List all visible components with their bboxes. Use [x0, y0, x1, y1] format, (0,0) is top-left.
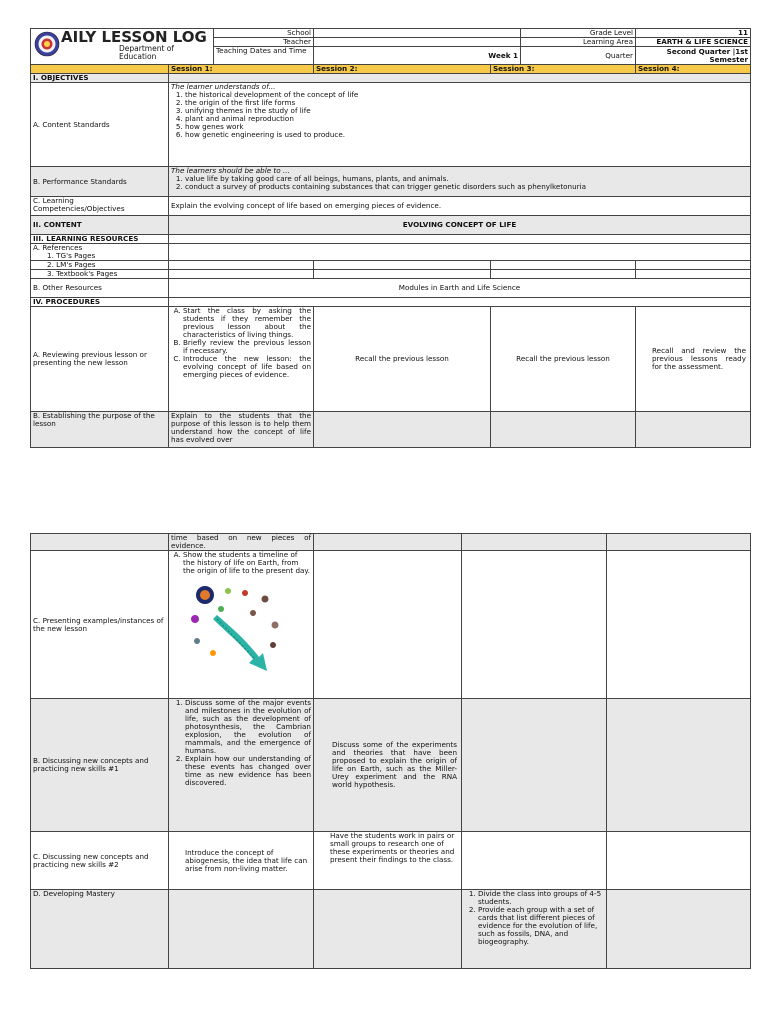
- content-standards-label: A. Content Standards: [31, 83, 169, 167]
- proc-d1-label: B. Discussing new concepts and practicing new skills #1: [31, 699, 169, 832]
- session-2-header: Session 2:: [314, 65, 491, 74]
- area-label: Learning Area: [521, 38, 636, 47]
- header-logo: [31, 29, 214, 65]
- performance-standards-cell: [169, 167, 751, 197]
- other-resources-label: B. Other Resources: [31, 279, 169, 298]
- list-item: A. Show the students a timeline of the history of life on Earth, from the origin of life to the present day.: [183, 551, 311, 575]
- section-resources: III. LEARNING RESOURCES: [31, 235, 169, 244]
- proc-b-session-1: Explain to the students that the purpose of this lesson is to help them understand how the concept of life has evolved over: [169, 412, 314, 448]
- content-standards-intro: The learner understands of...: [171, 82, 276, 91]
- list-item: C. Introduce the new lesson: the evolving concept of life based on emerging pieces of evidence.: [183, 355, 311, 379]
- list-item: 2. conduct a survey of products containing substances that can trigger genetic disorders such as phenylketonuria: [185, 183, 748, 191]
- performance-standards-label: B. Performance Standards: [31, 167, 169, 197]
- area-value: EARTH & LIFE SCIENCE: [636, 38, 751, 47]
- brand-title: AILY LESSON LOG: [61, 28, 207, 46]
- mastery-session-3: [462, 890, 607, 969]
- list-item: 2. Provide each group with a set of cards that list different pieces of evidence for the evolution of life, such as fossils, DNA, and biogeography.: [478, 906, 604, 946]
- content-standards-list: [171, 91, 748, 139]
- page-1: [30, 28, 750, 448]
- list-item: 6. how genetic engineering is used to produce.: [185, 131, 748, 139]
- session-corner: [31, 65, 169, 74]
- lesson-log-table-1: [30, 28, 751, 448]
- lm-pages-label: 2. LM's Pages: [31, 261, 169, 270]
- list-item: 2. the origin of the first life forms: [185, 99, 748, 107]
- list-item: 1. Discuss some of the major events and milestones in the evolution of life, such as the development of photosynthesis, the Cambrian explosion, the evolution of mammals, and the emergence of humans.: [185, 699, 311, 755]
- competencies-label: C. Learning Competencies/Objectives: [31, 197, 169, 216]
- list-item: 3. unifying themes in the study of life: [185, 107, 748, 115]
- quarter-label: Quarter: [521, 47, 636, 65]
- list-item: 1. the historical development of the concept of life: [185, 91, 748, 99]
- list-item: 1. Divide the class into groups of 4-5 students.: [478, 890, 604, 906]
- content-title: EVOLVING CONCEPT OF LIFE: [169, 216, 751, 235]
- grade-label: Grade Level: [521, 29, 636, 38]
- proc-d2-session-1: Introduce the concept of abiogenesis, the idea that life can arise from non-living matter.: [169, 832, 314, 890]
- proc-a-session-3: Recall the previous lesson: [491, 307, 636, 412]
- list-item: A. Start the class by asking the students if they remember the previous lesson about the characteristics of living things.: [183, 307, 311, 339]
- competencies-value: Explain the evolving concept of life based on emerging pieces of evidence.: [169, 197, 751, 216]
- proc-a-label: A. Reviewing previous lesson or presenting the new lesson: [31, 307, 169, 412]
- mastery-list: [464, 890, 604, 946]
- list-item: 2. Explain how our understanding of these events has changed over time as new evidence has been discovered.: [185, 755, 311, 787]
- proc-b-session-1-cont: time based on new pieces of evidence.: [169, 534, 314, 551]
- deped-seal-icon: [34, 31, 60, 57]
- teacher-value: [314, 38, 521, 47]
- proc-c-session-1: [169, 551, 314, 699]
- proc-d2-session-2: Have the students work in pairs or small groups to research one of these experiments or theories and present their findings to the class.: [314, 832, 462, 890]
- proc-d1-session-2: Discuss some of the experiments and theories that have been proposed to explain the origin of life on Earth, such as the Miller-Urey experiment and the RNA world hypothesis.: [314, 699, 462, 832]
- performance-intro: The learners should be able to ...: [171, 166, 290, 175]
- life-timeline-image: [183, 579, 293, 679]
- dates-label: Teaching Dates and Time: [214, 47, 314, 65]
- proc-a-list: [171, 307, 311, 379]
- proc-a-session-2: Recall the previous lesson: [314, 307, 491, 412]
- list-item: 1. value life by taking good care of all beings, humans, plants, and animals.: [185, 175, 748, 183]
- teacher-label: Teacher: [214, 38, 314, 47]
- proc-d2-label: C. Discussing new concepts and practicing new skills #2: [31, 832, 169, 890]
- references-label: A. References: [33, 243, 83, 252]
- section-objectives: I. OBJECTIVES: [31, 74, 169, 83]
- week-value: Week 1: [314, 47, 521, 65]
- session-1-header: Session 1:: [169, 65, 314, 74]
- list-item: 4. plant and animal reproduction: [185, 115, 748, 123]
- proc-c-label: C. Presenting examples/instances of the new lesson: [31, 551, 169, 699]
- session-3-header: Session 3:: [491, 65, 636, 74]
- school-label: School: [214, 29, 314, 38]
- section-content: II. CONTENT: [31, 216, 169, 235]
- section-procedures: IV. PROCEDURES: [31, 298, 169, 307]
- other-resources-value: Modules in Earth and Life Science: [169, 279, 751, 298]
- mastery-label: D. Developing Mastery: [31, 890, 169, 969]
- lesson-log-table-2: [30, 533, 751, 969]
- session-4-header: Session 4:: [636, 65, 751, 74]
- proc-b-label: B. Establishing the purpose of the lesson: [31, 412, 169, 448]
- proc-c-list: [171, 551, 311, 575]
- references-cell: [31, 244, 169, 261]
- tg-pages-label: 1. TG's Pages: [47, 251, 96, 260]
- list-item: 5. how genes work: [185, 123, 748, 131]
- grade-value: 11: [636, 29, 751, 38]
- proc-a-session-1: [169, 307, 314, 412]
- department: Department of Education: [119, 44, 174, 61]
- content-standards-cell: [169, 83, 751, 167]
- quarter-value: Second Quarter |1st Semester: [636, 47, 751, 65]
- school-value: [314, 29, 521, 38]
- proc-a-session-4: Recall and review the previous lessons ready for the assessment.: [636, 307, 751, 412]
- proc-d1-list: [171, 699, 311, 787]
- proc-d1-session-1: [169, 699, 314, 832]
- list-item: B. Briefly review the previous lesson if necessary.: [183, 339, 311, 355]
- page-2: [30, 533, 750, 969]
- textbook-pages-label: 3. Textbook's Pages: [31, 270, 169, 279]
- performance-list: [171, 175, 748, 191]
